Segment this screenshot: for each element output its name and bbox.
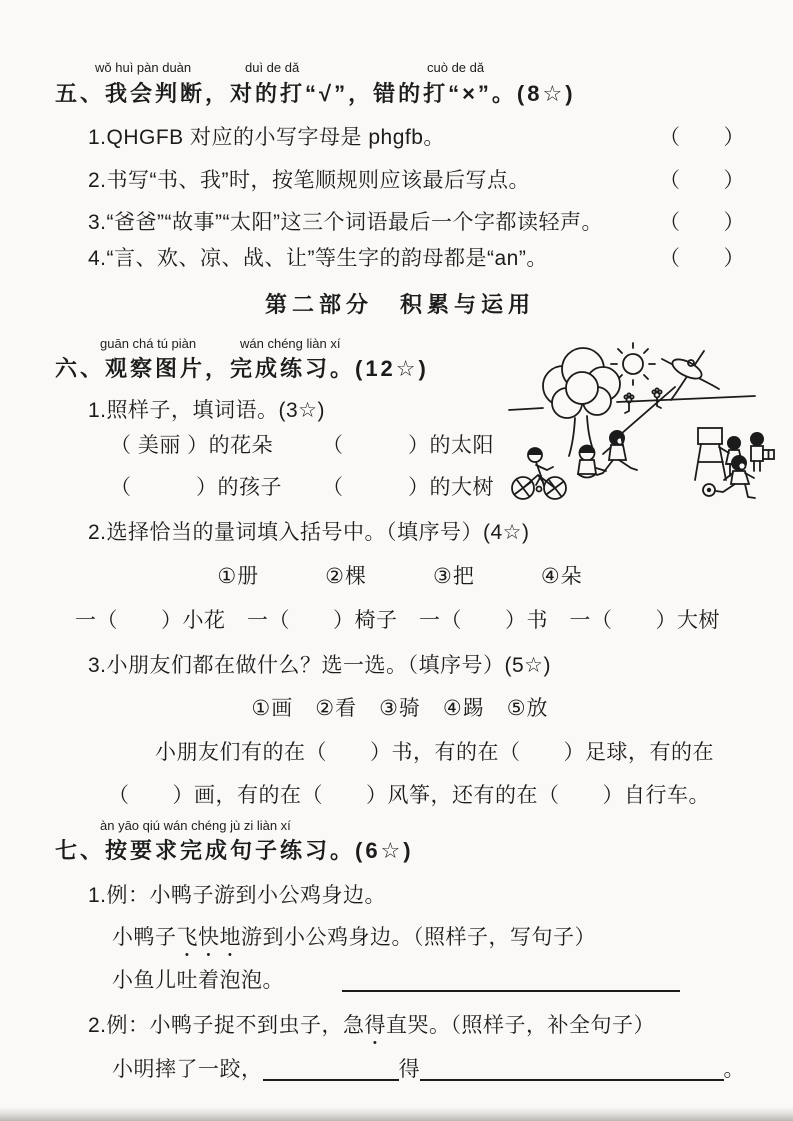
fill-word-cell[interactable]: （ 美丽 ）的花朵	[110, 434, 274, 457]
answer-blank-line[interactable]	[342, 987, 680, 992]
emphasized-word: 得	[364, 1014, 387, 1037]
q7-2-fill-line	[55, 1053, 745, 1083]
sentence-part: 。	[723, 1058, 745, 1081]
prompt-text: 小鱼儿吐着泡泡。	[112, 969, 284, 992]
fill-word-cell[interactable]: （ ）的孩子	[110, 476, 282, 499]
section7-pinyin	[55, 818, 745, 834]
q6-3-title: 3.小朋友们都在做什么？选一选。（填序号）(5☆)	[88, 654, 552, 677]
judge-item-3	[55, 206, 745, 236]
pinyin-segment: wǒ huì pàn duàn	[95, 60, 192, 75]
q6-1-row-2	[55, 471, 745, 501]
q6-1-row-1	[55, 429, 745, 459]
answer-blank-line[interactable]	[420, 1076, 723, 1081]
q6-2-options: ①册 ②棵 ③把 ④朵	[217, 565, 583, 588]
book-child	[750, 432, 774, 471]
sentence-part: 游到小公鸡身边。（照样子，写句子）	[241, 926, 596, 949]
pinyin-segment: wán chéng liàn xí	[240, 336, 341, 351]
fill-word-cell[interactable]: （ ）的大树	[322, 476, 494, 499]
answer-bracket[interactable]: （ ）	[659, 211, 745, 234]
sentence-part: 直哭。（照样子，补全句子）	[386, 1014, 656, 1037]
pinyin-segment: guān chá tú piàn	[100, 336, 197, 351]
q6-2-fill-line[interactable]: 一（ ）小花 一（ ）椅子 一（ ）书 一（ ）大树	[75, 609, 720, 632]
q7-1-prompt-line	[55, 964, 745, 994]
sentence-part: 2.例：小鸭子捉不到虫子，急	[88, 1014, 365, 1037]
answer-bracket[interactable]: （ ）	[659, 247, 745, 270]
judge-item-text: 2.书写“书、我”时，按笔顺规则应该最后写点。	[88, 169, 530, 192]
answer-bracket[interactable]: （ ）	[659, 126, 745, 149]
judge-item-4	[55, 242, 745, 272]
q7-1-rewritten-example	[55, 921, 745, 961]
pinyin-segment: cuò de dǎ	[427, 60, 485, 75]
judge-item-2	[55, 164, 745, 194]
pinyin-segment: àn yāo qiú wán chéng jù zi liàn xí	[100, 818, 291, 833]
judge-item-text: 4.“言、欢、凉、战、让”等生字的韵母都是“an”。	[88, 247, 548, 270]
answer-bracket[interactable]: （ ）	[659, 169, 745, 192]
judge-item-text: 3.“爸爸”“故事”“太阳”这三个词语最后一个字都读轻声。	[88, 211, 603, 234]
sentence-part: 小明摔了一跤，	[112, 1058, 263, 1081]
sentence-part: 小鸭子	[112, 926, 177, 949]
emphasized-words: 飞快地	[176, 926, 241, 949]
pinyin-segment: duì de dǎ	[245, 60, 300, 75]
scan-bottom-edge	[0, 1107, 793, 1121]
part2-heading: 第二部分 积累与运用	[264, 292, 535, 317]
q6-3-fill-line-1[interactable]: 小朋友们有的在（ ）书，有的在（ ）足球，有的在	[155, 741, 714, 764]
q6-3-options: ①画 ②看 ③骑 ④踢 ⑤放	[251, 697, 549, 720]
section6-title: 六、观察图片，完成练习。(12☆)	[55, 356, 429, 381]
judge-item-1	[55, 121, 745, 151]
section7-title: 七、按要求完成句子练习。(6☆)	[55, 838, 414, 863]
sentence-part: 得	[398, 1058, 421, 1081]
section5-title: 五、我会判断，对的打“√”，错的打“×”。(8☆)	[55, 81, 576, 106]
q7-2-example	[55, 1009, 745, 1049]
fill-word-cell[interactable]: （ ）的太阳	[322, 434, 494, 457]
q6-2-title: 2.选择恰当的量词填入括号中。（填序号）(4☆)	[88, 521, 530, 544]
answer-blank-line[interactable]	[263, 1076, 399, 1081]
judge-item-text: 1.QHGFB 对应的小写字母是 phgfb。	[88, 126, 445, 149]
q6-3-fill-line-2[interactable]: （ ）画，有的在（ ）风筝，还有的在（ ）自行车。	[108, 784, 710, 807]
q7-1-example: 1.例：小鸭子游到小公鸡身边。	[88, 884, 387, 907]
section5-pinyin	[55, 60, 745, 76]
q6-1-title: 1.照样子，填词语。(3☆)	[88, 399, 326, 422]
